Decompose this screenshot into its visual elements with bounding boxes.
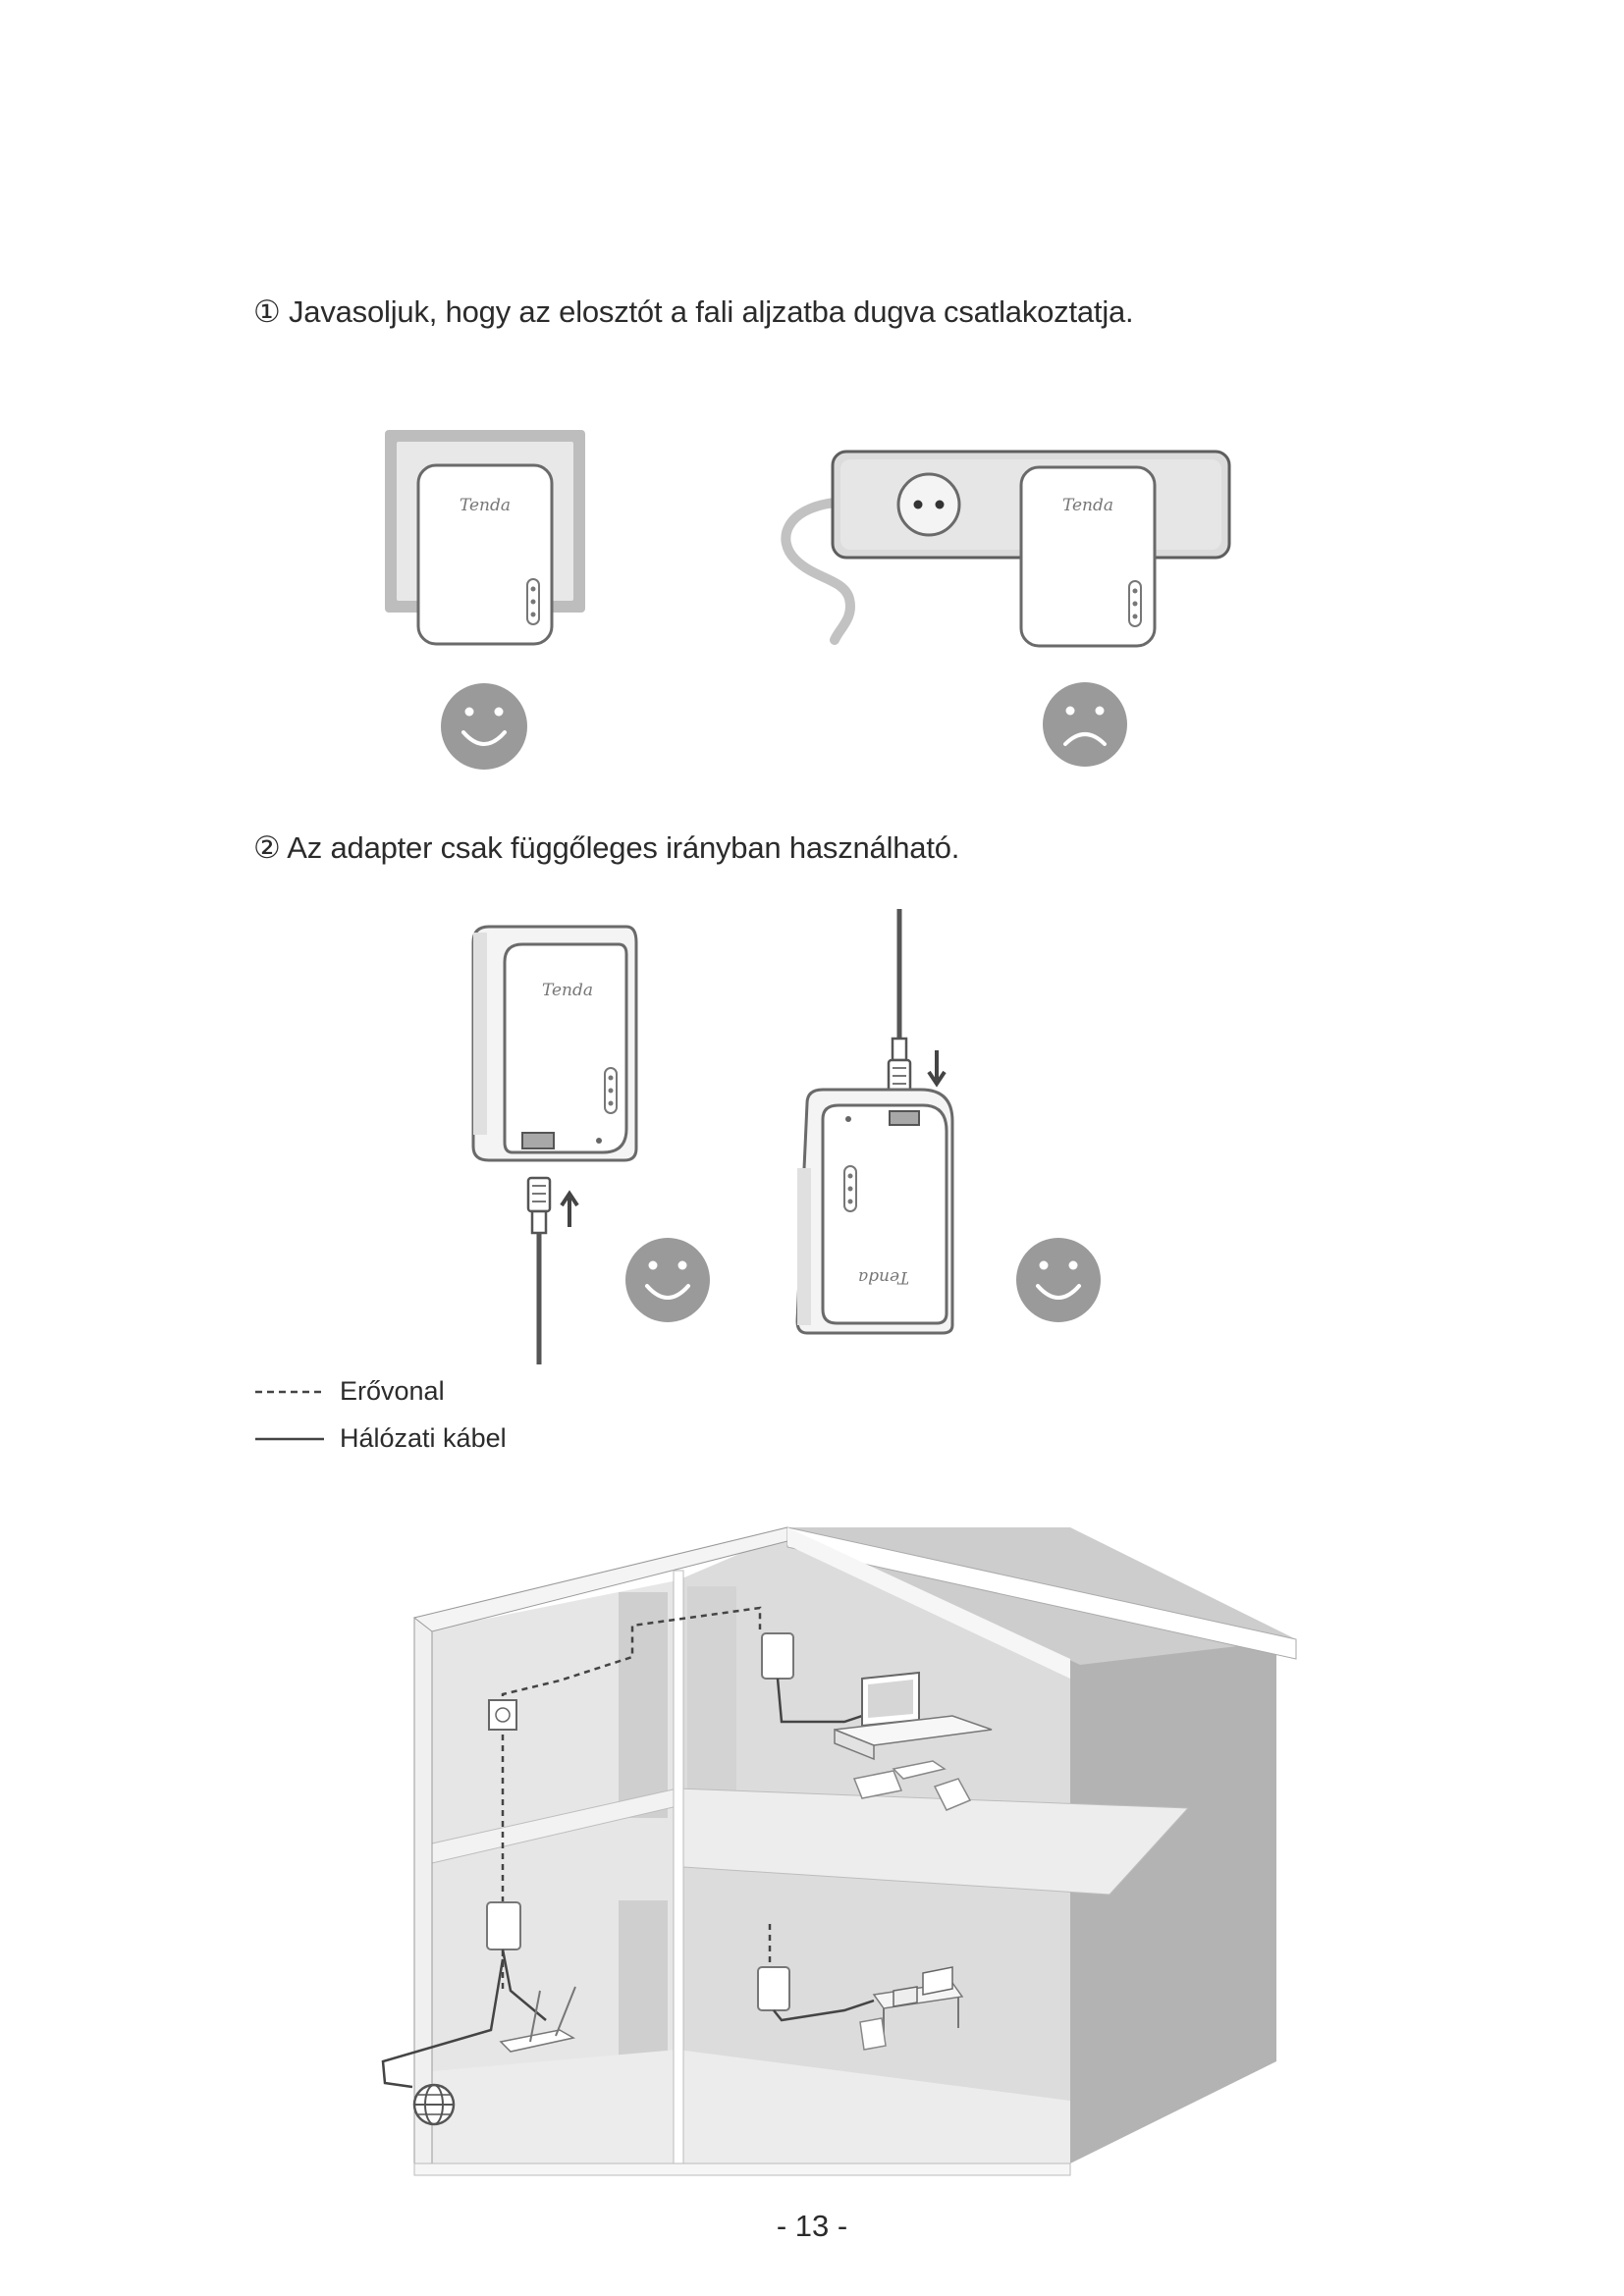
step1-illustration bbox=[373, 412, 1257, 785]
frown-face-icon bbox=[1043, 682, 1127, 767]
house-illustration bbox=[363, 1512, 1306, 2179]
brand-logo: Tenda bbox=[1061, 496, 1114, 515]
smile-face-icon bbox=[441, 683, 527, 770]
power-strip-with-adapter bbox=[785, 452, 1229, 646]
brand-logo: Tenda bbox=[459, 496, 512, 515]
brand-logo: Tenda bbox=[541, 981, 594, 1000]
wall-outlet-icon bbox=[489, 1700, 516, 1730]
powerline-adapter-lower-left bbox=[487, 1902, 520, 1949]
page-number: - 13 - bbox=[776, 2209, 848, 2243]
legend-network-cable: Hálózati kábel bbox=[340, 1423, 507, 1453]
legend-power-line: Erővonal bbox=[340, 1376, 445, 1406]
powerline-adapter-upper bbox=[762, 1633, 793, 1679]
step2-instruction: ② Az adapter csak függőleges irányban használható. bbox=[253, 830, 960, 865]
step2-illustration bbox=[452, 903, 1139, 1374]
smile-face-icon bbox=[1016, 1238, 1101, 1322]
brand-logo: Tenda bbox=[857, 1267, 910, 1287]
legend-swatches bbox=[253, 1382, 332, 1451]
adapter-port-down bbox=[473, 927, 636, 1364]
wall-outlet-with-adapter bbox=[385, 430, 585, 644]
powerline-adapter-lower-right bbox=[758, 1967, 789, 2010]
adapter-port-up bbox=[797, 909, 952, 1333]
step1-instruction: ① Javasoljuk, hogy az elosztót a fali aljzatba dugva csatlakoztatja. bbox=[253, 294, 1134, 329]
internet-globe-icon bbox=[414, 2085, 454, 2124]
smile-face-icon bbox=[625, 1238, 710, 1322]
